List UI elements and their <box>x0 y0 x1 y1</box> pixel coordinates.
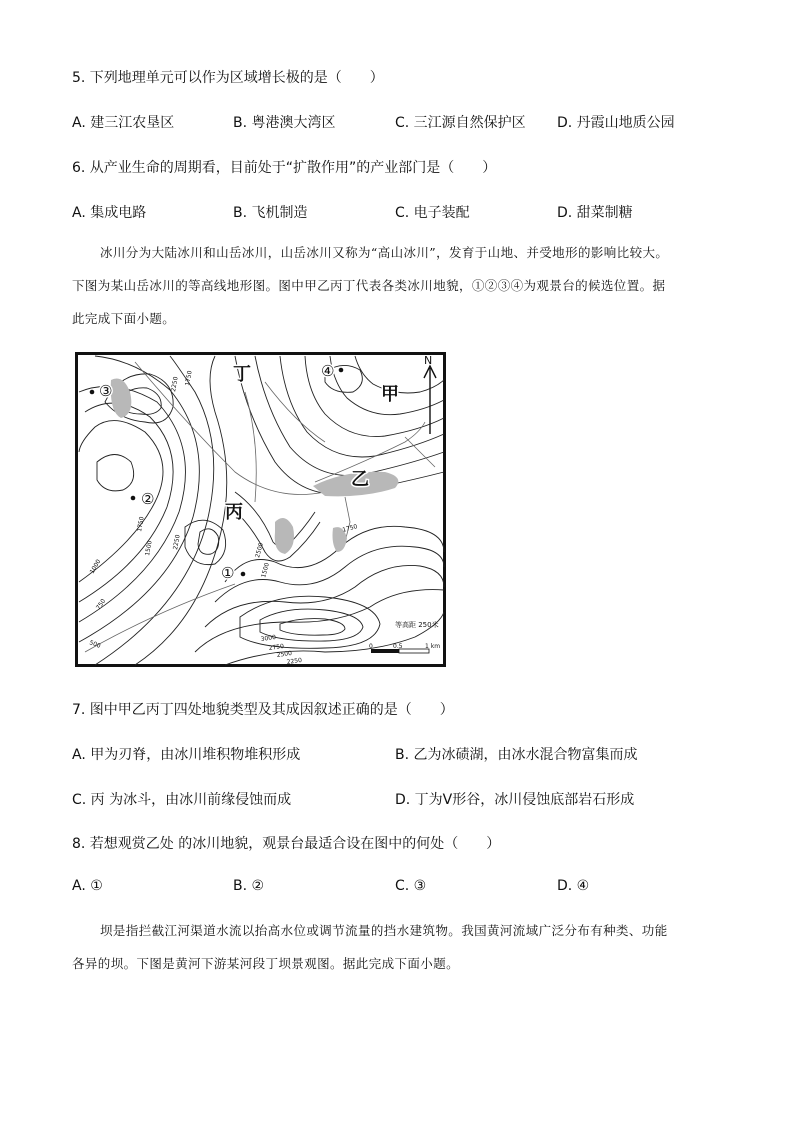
contour-label: 1750 <box>136 516 146 533</box>
question-6-stem: 6. 从产业生命的周期看，目前处于“扩散作用”的产业部门是（ ） <box>72 160 497 176</box>
passage-line: 下图为某山岳冰川的等高线地形图。图中甲乙丙丁代表各类冰川地貌，①②③④为观景台的候选位置。据 <box>72 278 666 293</box>
glacier-passage <box>72 236 732 335</box>
q6-option-a[interactable]: A. 集成电路 <box>72 205 147 221</box>
passage-line: 坝是指拦截江河渠道水流以抬高水位或调节流量的挡水建筑物。我国黄河流域广泛分布有种类、功能 <box>100 923 668 938</box>
dam-passage <box>72 914 732 980</box>
contour-label: 2500 <box>254 541 265 559</box>
contour-interval-label: 等高距 250米 <box>395 621 439 629</box>
q5-option-c[interactable]: C. 三江源自然保护区 <box>395 115 526 131</box>
contour-label: 500 <box>88 639 102 650</box>
q8-option-d[interactable]: D. ④ <box>557 878 590 894</box>
q8-option-a[interactable]: A. ① <box>72 878 103 894</box>
contour-label: 1000 <box>88 558 103 575</box>
contour-label: 1500 <box>144 540 154 557</box>
q8-option-b[interactable]: B. ② <box>233 878 265 894</box>
site-3: ③ <box>99 382 113 400</box>
passage-line: 各异的坝。下图是黄河下游某河段丁坝景观图。据此完成下面小题。 <box>72 956 460 971</box>
q5-option-d[interactable]: D. 丹霞山地质公园 <box>557 115 675 131</box>
site-dot-4 <box>339 368 344 373</box>
q8-option-c[interactable]: C. ③ <box>395 878 427 894</box>
scale-mid: 0.5 <box>393 643 403 650</box>
site-dot-3 <box>90 390 95 395</box>
passage-line: 冰川分为大陆冰川和山岳冰川，山岳冰川又称为“高山冰川”，发育于山地、并受地形的影响比较大。 <box>100 245 669 260</box>
q5-option-b[interactable]: B. 粤港澳大湾区 <box>233 115 336 131</box>
label-ding: 丁 <box>233 364 251 385</box>
question-7-stem: 7. 图中甲乙丙丁四处地貌类型及其成因叙述正确的是（ ） <box>72 702 454 718</box>
contour-label: 2750 <box>268 642 285 652</box>
contour-label: 1750 <box>341 523 359 534</box>
q7-option-a[interactable]: A. 甲为刃脊，由冰川堆积物堆积形成 <box>72 747 301 763</box>
site-dot-1 <box>241 572 246 577</box>
site-2: ② <box>141 490 155 508</box>
contour-label: 750 <box>94 597 108 612</box>
contour-label: 3000 <box>260 633 277 643</box>
contour-label: 1500 <box>260 561 271 579</box>
q7-option-b[interactable]: B. 乙为冰碛湖，由冰水混合物富集而成 <box>395 747 638 763</box>
passage-line: 此完成下面小题。 <box>72 311 176 326</box>
q6-option-d[interactable]: D. 甜菜制糖 <box>557 205 633 221</box>
question-5-stem: 5. 下列地理单元可以作为区域增长极的是（ ） <box>72 70 384 86</box>
label-jia: 甲 <box>381 384 399 405</box>
site-1: ① <box>221 564 235 582</box>
site-dot-2 <box>131 496 136 501</box>
q5-option-a[interactable]: A. 建三江农垦区 <box>72 115 175 131</box>
q6-option-b[interactable]: B. 飞机制造 <box>233 205 308 221</box>
glacier-contour-map <box>75 352 446 667</box>
q7-option-c[interactable]: C. 丙 为冰斗，由冰川前缘侵蚀而成 <box>72 792 292 808</box>
contour-label: 2500 <box>276 649 293 659</box>
north-label: N <box>424 354 433 367</box>
question-8-stem: 8. 若想观赏乙处 的冰川地貌，观景台最适合设在图中的何处（ ） <box>72 836 501 852</box>
site-4: ④ <box>321 362 335 380</box>
q7-option-d[interactable]: D. 丁为V形谷，冰川侵蚀底部岩石形成 <box>395 792 635 808</box>
contour-label: 2250 <box>172 534 182 551</box>
q6-option-c[interactable]: C. 电子装配 <box>395 205 470 221</box>
contour-label: 1750 <box>184 370 194 387</box>
label-yi: 乙 <box>351 469 369 490</box>
label-bing: 丙 <box>225 502 243 523</box>
scale-zero: 0 <box>369 643 373 650</box>
scale-end: 1 km <box>425 643 441 650</box>
contour-label: 2250 <box>170 376 180 393</box>
contour-label: 2250 <box>286 656 303 666</box>
